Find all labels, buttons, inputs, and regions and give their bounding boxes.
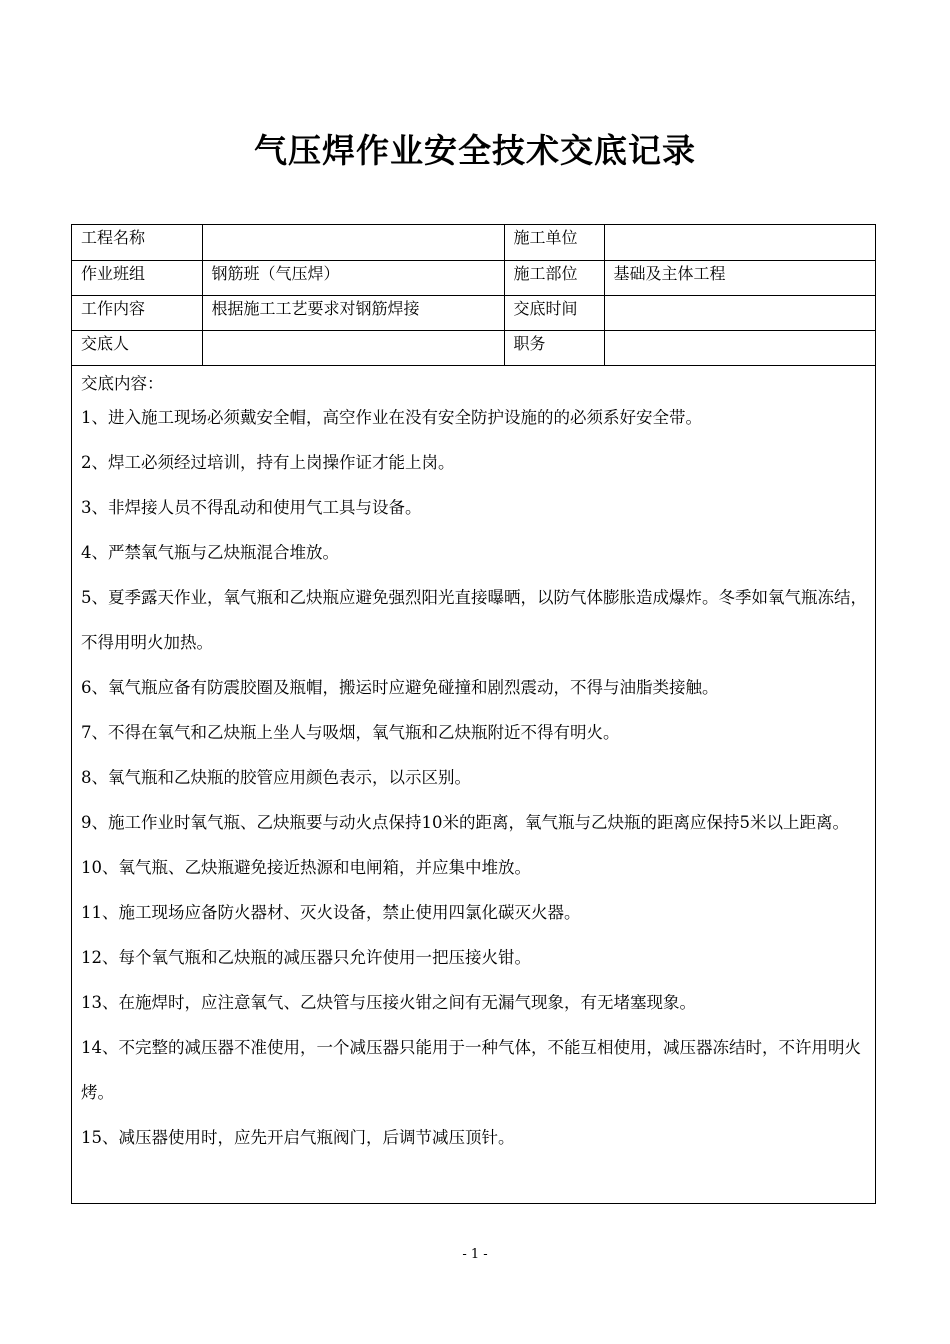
content-heading: 交底内容：: [81, 374, 164, 393]
content-item: 5、夏季露天作业，氧气瓶和乙炔瓶应避免强烈阳光直接曝晒，以防气体膨胀造成爆炸。冬季如氧气瓶冻结，不得用明火加热。: [81, 588, 867, 652]
field-label: 交底时间: [504, 295, 604, 330]
content-item: 1、进入施工现场必须戴安全帽，高空作业在没有安全防护设施的的必须系好安全带。: [81, 408, 702, 427]
field-label: 施工部位: [504, 260, 604, 295]
field-label: 工程名称: [72, 225, 202, 260]
document-title: 气压焊作业安全技术交底记录: [254, 131, 696, 170]
field-label: 工作内容: [72, 295, 202, 330]
content-item: 3、非焊接人员不得乱动和使用气工具与设备。: [81, 498, 422, 517]
field-value: [604, 225, 875, 260]
info-row: [72, 295, 875, 330]
field-label: 施工单位: [504, 225, 604, 260]
content-item: 8、氧气瓶和乙炔瓶的胶管应用颜色表示，以示区别。: [81, 768, 471, 787]
field-value: 基础及主体工程: [604, 260, 875, 295]
info-row: [72, 330, 875, 365]
content-item: 12、每个氧气瓶和乙炔瓶的减压器只允许使用一把压接火钳。: [81, 948, 531, 967]
content-item: 2、焊工必须经过培训，持有上岗操作证才能上岗。: [81, 453, 455, 472]
info-row: [72, 260, 875, 295]
content-item: 13、在施焊时，应注意氧气、乙炔管与压接火钳之间有无漏气现象，有无堵塞现象。: [81, 993, 696, 1012]
page-number: - 1 -: [462, 1247, 488, 1262]
content-item: 4、严禁氧气瓶与乙炔瓶混合堆放。: [81, 543, 339, 562]
content-item: 7、不得在氧气和乙炔瓶上坐人与吸烟，氧气瓶和乙炔瓶附近不得有明火。: [81, 723, 620, 742]
content-item: 6、氧气瓶应备有防震胶圈及瓶帽，搬运时应避免碰撞和剧烈震动，不得与油脂类接触。: [81, 678, 719, 697]
content-item: 11、施工现场应备防火器材、灭火设备，禁止使用四氯化碳灭火器。: [81, 903, 581, 922]
field-value: [604, 330, 875, 365]
field-value: [202, 225, 504, 260]
content-item: 14、不完整的减压器不准使用，一个减压器只能用于一种气体，不能互相使用，减压器冻结时，不许用明火烤。: [81, 1038, 861, 1102]
field-value: [604, 295, 875, 330]
info-row: [72, 225, 875, 260]
field-value: [202, 330, 504, 365]
field-label: 交底人: [72, 330, 202, 365]
field-value: 钢筋班（气压焊）: [202, 260, 504, 295]
disclosure-content: [81, 373, 871, 1160]
content-item: 9、施工作业时氧气瓶、乙炔瓶要与动火点保持10米的距离，氧气瓶与乙炔瓶的距离应保持5米以上距离。: [81, 813, 849, 832]
field-label: 作业班组: [72, 260, 202, 295]
field-value: 根据施工工艺要求对钢筋焊接: [202, 295, 504, 330]
field-label: 职务: [504, 330, 604, 365]
content-item: 10、氧气瓶、乙炔瓶避免接近热源和电闸箱，并应集中堆放。: [81, 858, 531, 877]
content-item: 15、减压器使用时，应先开启气瓶阀门，后调节减压顶针。: [81, 1128, 515, 1147]
disclosure-form: [71, 224, 876, 1204]
project-info-table: [72, 225, 875, 366]
